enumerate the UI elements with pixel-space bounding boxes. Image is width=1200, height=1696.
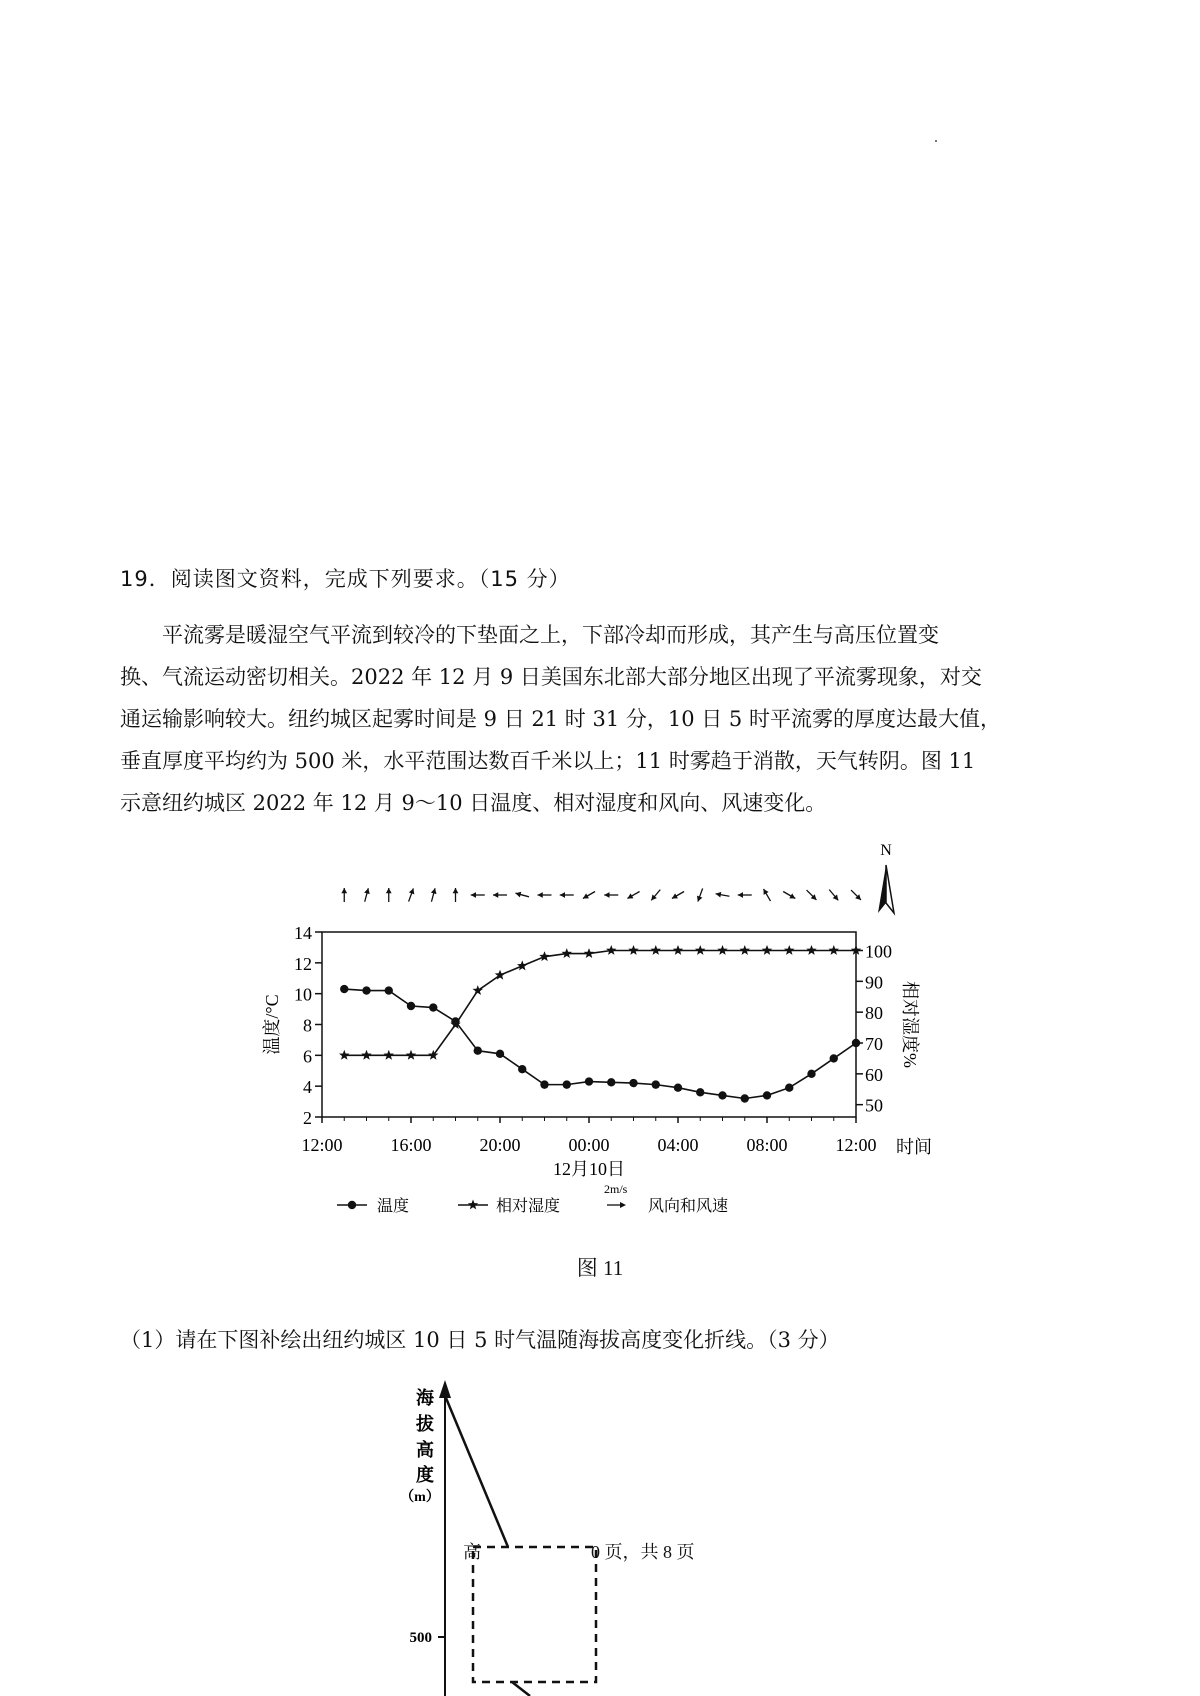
humidity-point [384,1050,395,1060]
humidity-point [673,945,683,955]
humidity-point [651,945,662,955]
paragraph-line: 示意纽约城区 2022 年 12 月 9～10 日温度、相对湿度和风向、风速变化。 [120,791,827,815]
wind-arrow [738,892,752,898]
right-tick-label: 70 [865,1034,883,1054]
wind-arrow [807,890,817,900]
chart-legend [337,1182,728,1215]
chart-series [339,945,861,1103]
humidity-point [562,948,573,958]
temperature-point [629,1079,637,1087]
wind-arrow [697,888,703,901]
humidity-point [829,945,840,955]
legend-humidity-label: 相对湿度 [496,1198,561,1215]
right-tick-label: 50 [865,1095,883,1116]
x-tick-label: 00:00 [568,1135,610,1155]
wind-arrow-head [604,892,609,898]
y-right-label: 相对湿度% [900,981,920,1068]
paragraph-line: 垂直厚度平均约为 500 米，水平范围达数百千米以上；11 时雾趋于消散，天气转阴。图 11 [120,749,976,773]
right-tick-label: 100 [865,941,892,962]
footer-page-text: 0 页，共 8 页 [591,1542,695,1562]
humidity-point [762,945,772,955]
y-tick-label: 500 [409,1630,432,1646]
right-tick-label: 90 [865,972,883,993]
wind-arrow [431,888,437,902]
figure-caption: 图 11 [576,1256,624,1280]
page-footer [463,1538,695,1564]
paragraph-line: 平流雾是暖湿空气平流到较冷的下垫面之上，下部冷却而形成，其产生与高压位置变 [162,623,939,647]
question-title: 19．阅读图文资料，完成下列要求。（15 分） [120,567,571,591]
humidity-point [784,945,795,955]
wind-arrow [851,890,861,900]
left-tick-label: 10 [294,984,312,1005]
y-left-label: 温度/°C [262,994,282,1055]
humidity-point [606,945,617,955]
temperature-point [429,1003,437,1011]
x-tick-label: 12:00 [835,1135,877,1155]
wind-arrow [386,888,392,902]
humidity-point [584,948,594,958]
north-arrow [878,842,894,913]
wind-arrow [672,892,684,899]
temperature-point [407,1002,415,1010]
footer-prefix: 高 [463,1542,481,1562]
temperature-point [830,1054,838,1062]
x-tick-label: 12:00 [301,1135,343,1155]
wind-arrow-head [341,888,347,893]
sub-question-1: （1）请在下图补绘出纽约城区 10 日 5 时气温随海拔高度变化折线。（3 分） [120,1328,840,1352]
wind-arrow [538,892,552,898]
temperature-line-upper [446,1398,508,1547]
series-line-temperature [344,989,856,1098]
legend-wind-label: 风向和风速 [648,1198,729,1215]
wind-arrow [783,892,795,899]
wind-arrow [829,890,838,901]
y-label-char: 海 [416,1388,434,1408]
wind-arrows [341,888,861,902]
humidity-point [740,945,751,955]
wind-arrow-head [515,892,521,898]
wind-arrow [583,892,595,899]
wind-arrow [453,888,459,902]
humidity-point [473,985,484,995]
temperature-point [807,1070,815,1078]
wind-arrow [341,888,347,902]
temperature-point [718,1091,726,1099]
left-tick-label: 6 [303,1046,312,1067]
x-tick-label: 04:00 [657,1135,699,1155]
wind-arrow [364,888,370,902]
temperature-point [340,985,348,993]
humidity-point [695,945,706,955]
legend-humidity-marker [468,1200,478,1210]
left-tick-label: 2 [303,1108,312,1128]
wind-arrow [560,892,574,898]
plot-frame [322,932,856,1117]
x-tick-label: 16:00 [390,1135,432,1155]
y-label-char: 高 [416,1440,434,1460]
humidity-point [628,945,638,955]
temperature-point [652,1080,660,1088]
humidity-point [339,1050,350,1060]
temperature-point [696,1088,704,1096]
temperature-point [518,1065,526,1073]
temperature-point [474,1047,482,1055]
temperature-point [385,986,393,994]
legend-wind-scale: 2m/s [604,1182,628,1196]
temperature-point [362,986,370,994]
wind-arrow-head [538,892,543,898]
chart-axes [262,923,932,1179]
y-label-char: 度 [416,1465,434,1485]
wind-arrow [627,892,639,899]
x-axis-name: 时间 [896,1137,932,1157]
altitude-axis-arrowhead [439,1380,451,1398]
right-tick-label: 80 [865,1003,883,1024]
left-tick-label: 14 [294,923,312,943]
left-tick-label: 12 [294,953,312,974]
temperature-point [741,1094,749,1102]
wind-arrow [471,892,485,898]
wind-arrow-head [738,892,743,898]
wind-arrow [515,892,529,898]
temperature-point [852,1039,860,1047]
altitude-chart [380,1370,760,1696]
wind-arrow-head [471,892,476,898]
series-line-humidity [344,951,856,1056]
wind-arrow-head [493,892,498,898]
x-tick-label: 08:00 [746,1135,788,1155]
x-date-label: 12月10日 [553,1159,625,1179]
north-arrow-right-half [886,865,894,913]
left-tick-label: 4 [303,1077,312,1098]
temperature-line-lower [512,1682,530,1696]
wind-arrow [493,892,507,898]
wind-arrow [764,889,771,901]
wind-arrow-head [453,888,459,893]
wind-arrow [604,892,618,898]
y-label-char: （m） [400,1490,440,1505]
wind-arrow-head [364,888,370,894]
humidity-point [717,945,727,955]
x-tick-label: 20:00 [479,1135,521,1155]
paragraph-line: 通运输影响较大。纽约城区起雾时间是 9 日 21 时 31 分，10 日 5 时平流雾的厚度达最大值， [120,707,1001,731]
temperature-point [607,1078,615,1086]
right-tick-label: 60 [865,1064,883,1085]
wind-arrow-head [716,892,722,898]
wind-arrow-head [386,888,392,893]
paragraph-line: 换、气流运动密切相关。2022 年 12 月 9 日美国东北部大部分地区出现了平流雾现象，对交 [120,665,982,689]
legend-temperature-label: 温度 [377,1198,410,1215]
humidity-point [806,945,816,955]
fog-layer-box [473,1547,596,1682]
humidity-point [539,951,549,961]
wind-arrow-head [560,892,565,898]
legend-temperature-marker [348,1201,356,1209]
wind-arrow [409,888,415,901]
humidity-point [406,1050,416,1060]
temperature-point [563,1080,571,1088]
temperature-point [674,1084,682,1092]
north-label: N [880,842,892,859]
wind-arrow [716,892,730,898]
legend-wind-arrow-head [620,1202,626,1208]
temperature-point [763,1091,771,1099]
left-tick-label: 8 [303,1015,312,1036]
humidity-point [517,960,528,970]
humidity-point [361,1050,371,1060]
temperature-point [540,1080,548,1088]
y-label-char: 拔 [416,1414,434,1434]
temperature-point [496,1050,504,1058]
temperature-point [785,1084,793,1092]
wind-arrow-head [431,888,437,894]
wind-arrow [651,890,660,901]
temperature-point [585,1077,593,1085]
north-arrow-left-half [878,865,886,913]
